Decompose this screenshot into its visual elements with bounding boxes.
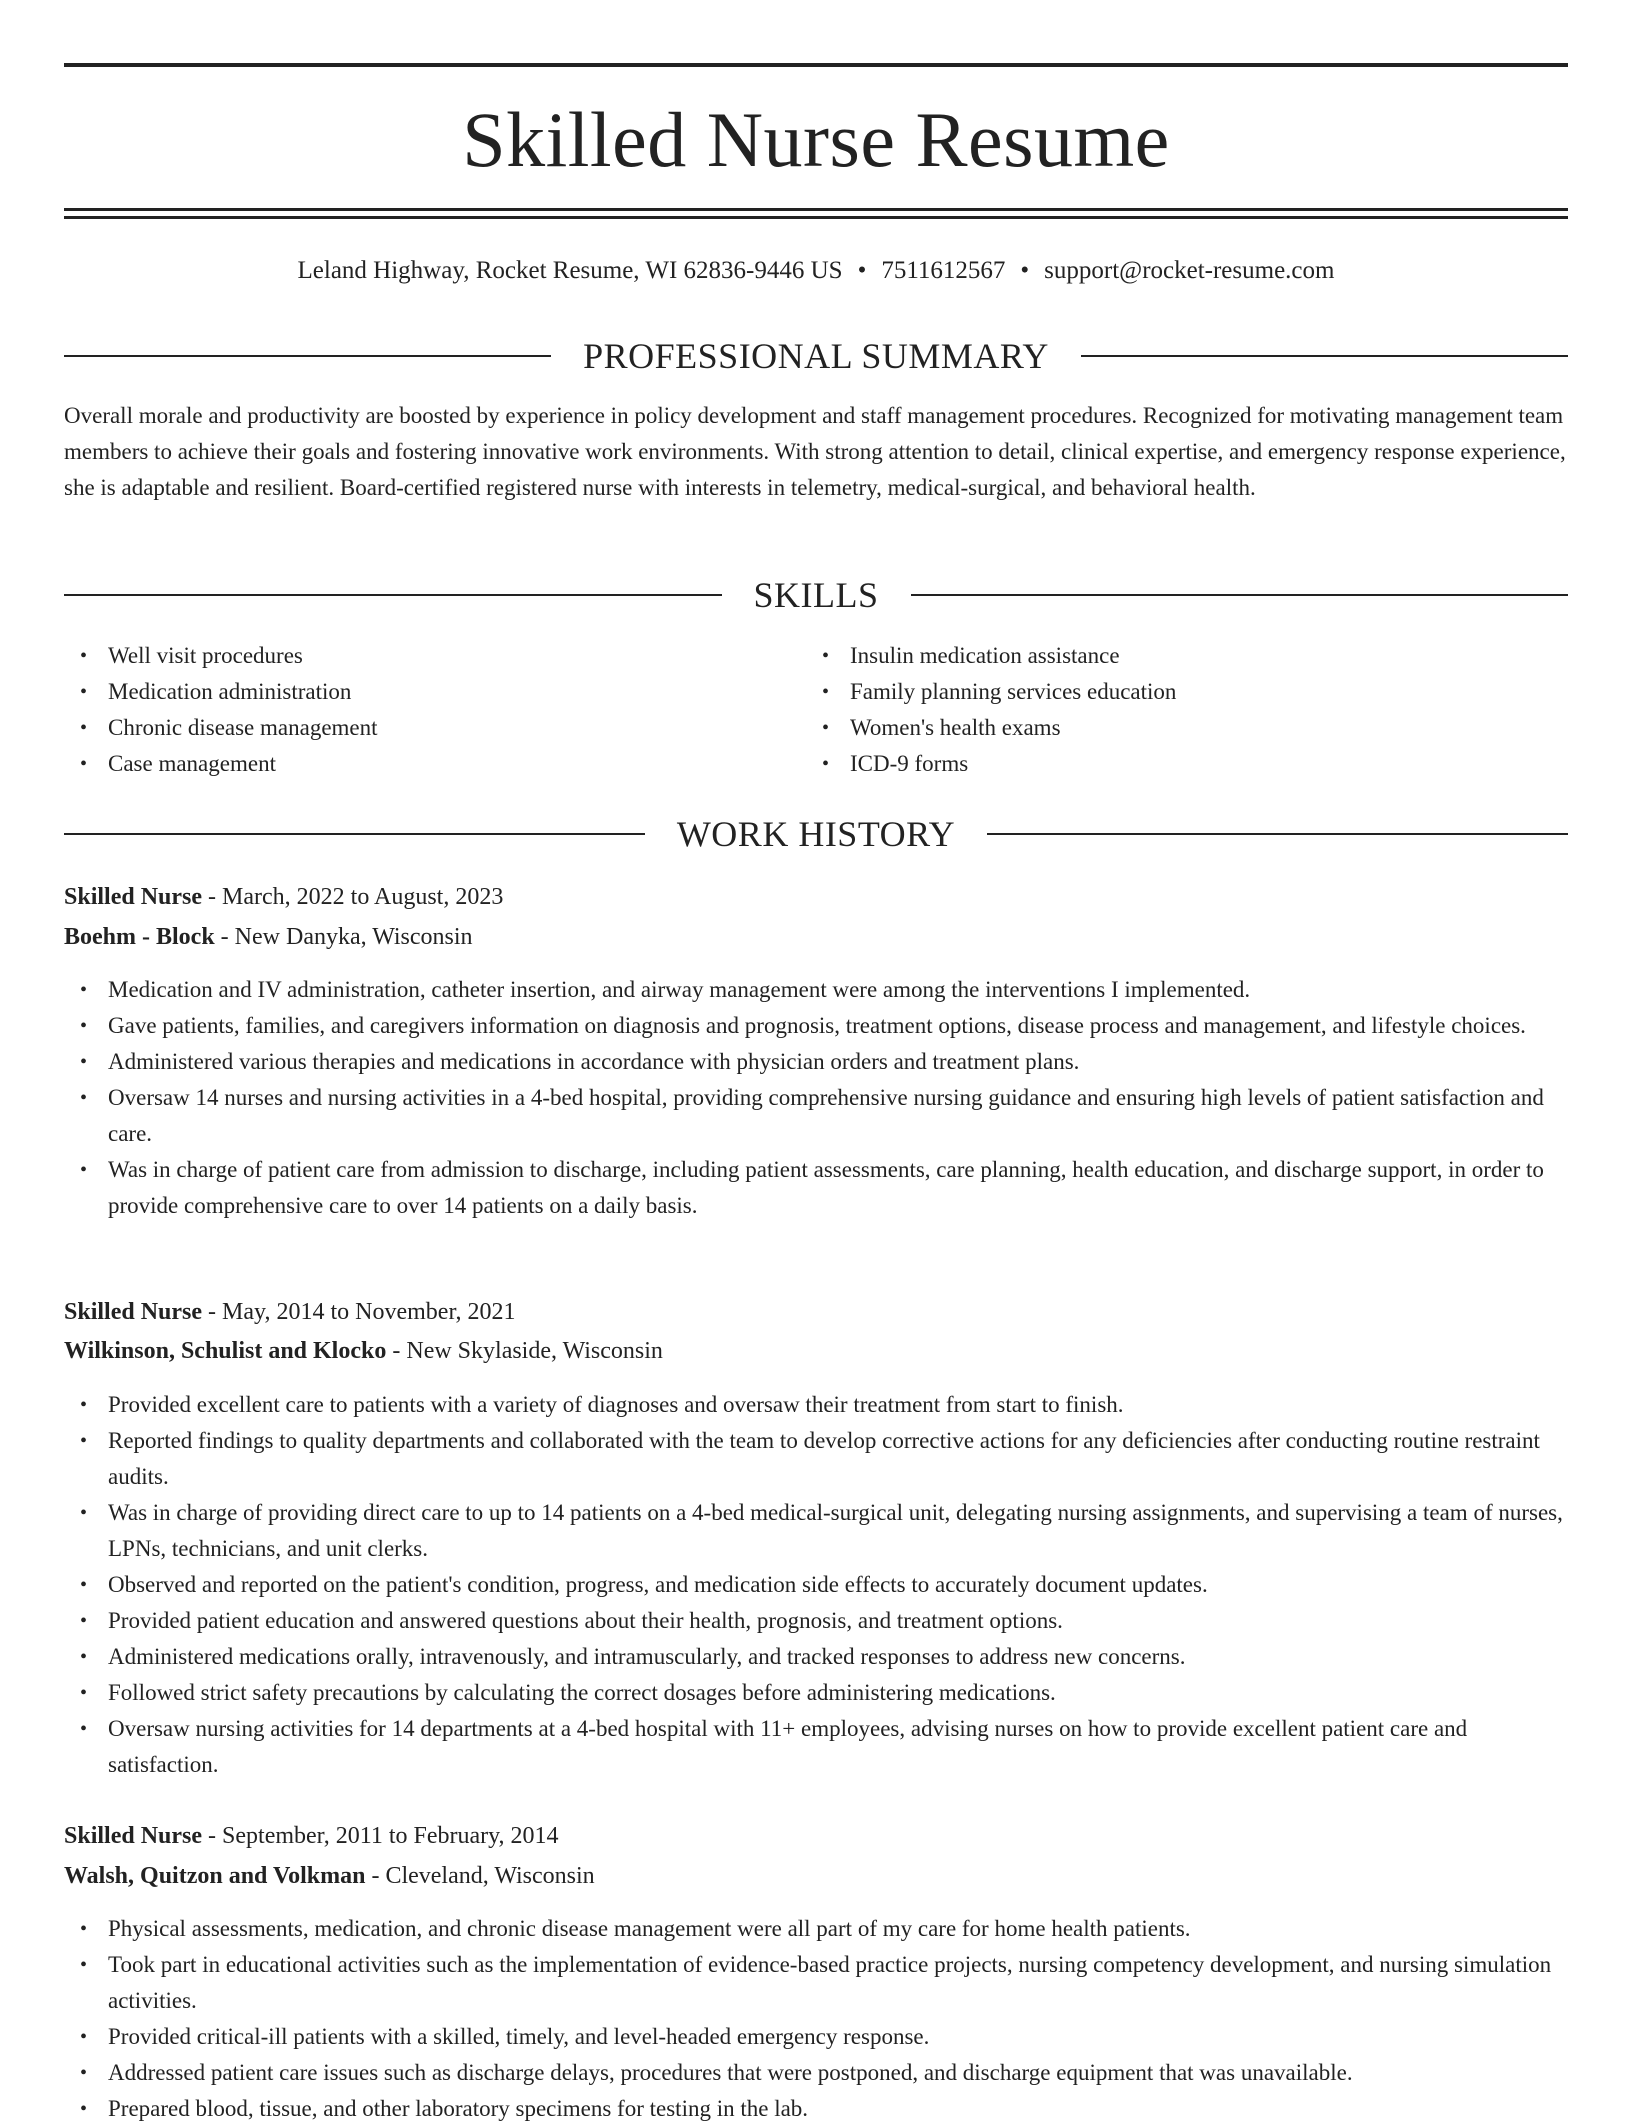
- employer-location: New Danyka, Wisconsin: [234, 924, 473, 950]
- duty-text: Took part in educational activities such as the implementation of evidence-based practice projects, nursing competency development, and nursing simulation activities.: [108, 1952, 1552, 2013]
- bullet-icon: •: [822, 717, 830, 739]
- work-heading: WORK HISTORY: [676, 814, 956, 854]
- summary-heading-row: [64, 334, 1568, 378]
- contact-email: support@rocket-resume.com: [1044, 257, 1335, 284]
- employer-location: Cleveland, Wisconsin: [385, 1863, 595, 1889]
- skill-label: Insulin medication assistance: [850, 643, 1120, 668]
- contact-line: [64, 254, 1568, 288]
- job-dates: September, 2011 to February, 2014: [222, 1823, 559, 1849]
- duty-item: [64, 1387, 1568, 1423]
- job-title-line: Skilled Nurse - May, 2014 to November, 2021: [64, 1299, 516, 1325]
- resume-title: Skilled Nurse Resume: [462, 96, 1170, 183]
- duty-text: Administered various therapies and medications in accordance with physician orders and treatment plans.: [108, 1049, 1080, 1074]
- duty-text: Oversaw nursing activities for 14 departments at a 4-bed hospital with 11+ employees, advising nurses on how to provide excellent patient care and satisfaction.: [108, 1716, 1468, 1777]
- top-rule: [64, 63, 1568, 67]
- employer-line: Walsh, Quitzon and Volkman - Cleveland, Wisconsin: [64, 1863, 595, 1889]
- bullet-icon: •: [80, 753, 88, 775]
- heading-rule-right: [987, 833, 1568, 835]
- heading-rule-left: [64, 833, 645, 835]
- duty-item: [64, 1008, 1568, 1044]
- job-title: Skilled Nurse: [64, 1299, 203, 1325]
- duty-item: [64, 1603, 1568, 1639]
- skills-heading-row: [64, 573, 1568, 617]
- skill-item: [64, 638, 764, 674]
- skill-label: Women's health exams: [850, 715, 1061, 740]
- bullet-icon: •: [822, 753, 830, 775]
- contact-separator: •: [857, 257, 867, 284]
- employer-name: Boehm - Block: [64, 924, 215, 950]
- skill-item: [64, 710, 764, 746]
- bullet-icon: •: [80, 1610, 88, 1632]
- bullet-icon: •: [80, 979, 88, 1001]
- employer-name: Wilkinson, Schulist and Klocko: [64, 1338, 387, 1364]
- bullet-icon: •: [80, 2098, 88, 2120]
- bullet-icon: •: [80, 1159, 88, 1181]
- duty-text: Gave patients, families, and caregivers information on diagnosis and prognosis, treatment options, disease process and management, and lifestyle choices.: [108, 1013, 1526, 1038]
- duty-text: Reported findings to quality departments and collaborated with the team to develop corrective actions for any deficiencies after conducting routine restraint audits.: [108, 1428, 1540, 1489]
- bullet-icon: •: [80, 1051, 88, 1073]
- job-title-line: Skilled Nurse - March, 2022 to August, 2023: [64, 884, 504, 910]
- duty-item: [64, 1711, 1568, 1783]
- contact-separator: •: [1020, 257, 1030, 284]
- duty-item: [64, 972, 1568, 1008]
- skill-label: ICD-9 forms: [850, 751, 969, 776]
- duty-text: Provided critical-ill patients with a skilled, timely, and level-headed emergency response.: [108, 2024, 930, 2049]
- duty-text: Administered medications orally, intravenously, and intramuscularly, and tracked responses to address new concerns.: [108, 1644, 1186, 1669]
- job-title-line: Skilled Nurse - September, 2011 to February, 2014: [64, 1823, 559, 1849]
- job-duties-list: [64, 1911, 1568, 2127]
- bullet-icon: •: [80, 1574, 88, 1596]
- duty-text: Provided patient education and answered questions about their health, prognosis, and treatment options.: [108, 1608, 1063, 1633]
- summary-text: Overall morale and productivity are boosted by experience in policy development and staff management procedures. Recognized for motivating management team members to achieve their goals and fostering innovative work environments. With strong attention to detail, clinical expertise, and emergency response experience, she is adaptable and resilient. Board-certified registered nurse with interests in telemetry, medical-surgical, and behavioral health.: [64, 403, 1566, 500]
- duty-text: Oversaw 14 nurses and nursing activities in a 4-bed hospital, providing comprehensive nursing guidance and ensuring high levels of patient satisfaction and care.: [108, 1085, 1544, 1146]
- contact-phone: 7511612567: [881, 257, 1006, 284]
- title-double-rule-lower: [64, 216, 1568, 219]
- duty-text: Physical assessments, medication, and chronic disease management were all part of my care for home health patients.: [108, 1916, 1191, 1941]
- duty-item: [64, 1675, 1568, 1711]
- skill-label: Case management: [108, 751, 276, 776]
- bullet-icon: •: [822, 681, 830, 703]
- skill-label: Chronic disease management: [108, 715, 378, 740]
- bullet-icon: •: [80, 1087, 88, 1109]
- job-duties-list: [64, 972, 1568, 1224]
- employer-line: Boehm - Block - New Danyka, Wisconsin: [64, 924, 473, 950]
- heading-rule-left: [64, 594, 722, 596]
- bullet-icon: •: [80, 681, 88, 703]
- bullet-icon: •: [80, 1682, 88, 1704]
- duty-item: [64, 1639, 1568, 1675]
- skills-list-right: [806, 638, 1506, 782]
- skill-item: [806, 746, 1506, 782]
- duty-item: [64, 2019, 1568, 2055]
- work-heading-row: [64, 812, 1568, 856]
- bullet-icon: •: [80, 1646, 88, 1668]
- duty-item: [64, 2055, 1568, 2091]
- job-duties-list: [64, 1387, 1568, 1783]
- bullet-icon: •: [80, 1015, 88, 1037]
- duty-text: Was in charge of patient care from admission to discharge, including patient assessments, care planning, health education, and discharge support, in order to provide comprehensive care to over 14 patients on a daily basis.: [108, 1157, 1544, 1218]
- duty-item: [64, 1152, 1568, 1224]
- duty-item: [64, 1080, 1568, 1152]
- duty-text: Followed strict safety precautions by calculating the correct dosages before administering medications.: [108, 1680, 1056, 1705]
- heading-rule-left: [64, 355, 551, 357]
- skill-label: Medication administration: [108, 679, 352, 704]
- skill-item: [64, 674, 764, 710]
- summary-heading: PROFESSIONAL SUMMARY: [583, 336, 1049, 376]
- bullet-icon: •: [80, 1918, 88, 1940]
- duty-text: Prepared blood, tissue, and other laboratory specimens for testing in the lab.: [108, 2096, 809, 2121]
- skill-label: Well visit procedures: [108, 643, 303, 668]
- duty-text: Addressed patient care issues such as discharge delays, procedures that were postponed, and discharge equipment that was unavailable.: [108, 2060, 1353, 2085]
- duty-item: [64, 1911, 1568, 1947]
- duty-item: [64, 1495, 1568, 1567]
- bullet-icon: •: [80, 1502, 88, 1524]
- skills-heading: SKILLS: [753, 575, 879, 615]
- skills-list-left: [64, 638, 764, 782]
- bullet-icon: •: [80, 2062, 88, 2084]
- job-title: Skilled Nurse: [64, 1823, 203, 1849]
- contact-address: Leland Highway, Rocket Resume, WI 62836-9446 US: [297, 257, 843, 284]
- skill-item: [64, 746, 764, 782]
- bullet-icon: •: [80, 1954, 88, 1976]
- bullet-icon: •: [80, 717, 88, 739]
- bullet-icon: •: [80, 645, 88, 667]
- title-double-rule-upper: [64, 208, 1568, 211]
- heading-rule-right: [911, 594, 1569, 596]
- heading-rule-right: [1081, 355, 1568, 357]
- bullet-icon: •: [80, 1718, 88, 1740]
- skill-label: Family planning services education: [850, 679, 1177, 704]
- duty-text: Was in charge of providing direct care to up to 14 patients on a 4-bed medical-surgical unit, delegating nursing assignments, and supervising a team of nurses, LPNs, technicians, and unit clerks.: [108, 1500, 1563, 1561]
- duty-text: Provided excellent care to patients with a variety of diagnoses and oversaw their treatment from start to finish.: [108, 1392, 1124, 1417]
- skill-item: [806, 638, 1506, 674]
- employer-name: Walsh, Quitzon and Volkman: [64, 1863, 366, 1889]
- employer-line: Wilkinson, Schulist and Klocko - New Skylaside, Wisconsin: [64, 1338, 663, 1364]
- duty-item: [64, 1567, 1568, 1603]
- skill-item: [806, 710, 1506, 746]
- duty-text: Observed and reported on the patient's condition, progress, and medication side effects to accurately document updates.: [108, 1572, 1208, 1597]
- job-title: Skilled Nurse: [64, 884, 203, 910]
- duty-item: [64, 2091, 1568, 2127]
- job-dates: March, 2022 to August, 2023: [222, 884, 504, 910]
- duty-item: [64, 1423, 1568, 1495]
- duty-item: [64, 1044, 1568, 1080]
- bullet-icon: •: [80, 1394, 88, 1416]
- skill-item: [806, 674, 1506, 710]
- duty-item: [64, 1947, 1568, 2019]
- bullet-icon: •: [80, 1430, 88, 1452]
- job-dates: May, 2014 to November, 2021: [222, 1299, 516, 1325]
- duty-text: Medication and IV administration, catheter insertion, and airway management were among the interventions I implemented.: [108, 977, 1251, 1002]
- bullet-icon: •: [822, 645, 830, 667]
- employer-location: New Skylaside, Wisconsin: [406, 1338, 663, 1364]
- bullet-icon: •: [80, 2026, 88, 2048]
